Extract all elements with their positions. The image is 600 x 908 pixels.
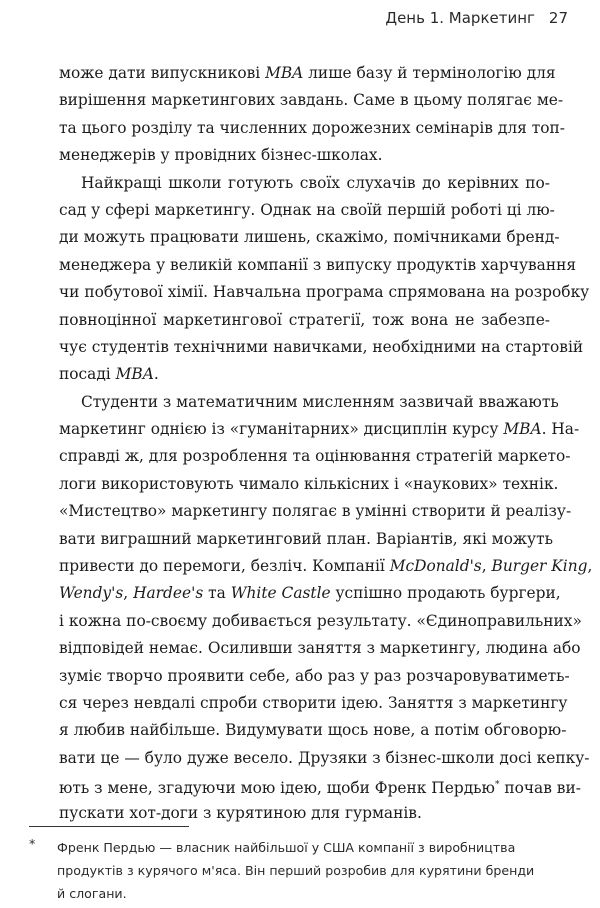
- text-line: я любив найбільше. Видумувати щось нове, а потім обговорю-: [59, 721, 567, 740]
- text-line: може дати випускникові MBA лише базу й термінологію для: [59, 64, 556, 82]
- running-header: [385, 9, 568, 27]
- text-line: менеджера у великій компанії з випуску продуктів харчування: [59, 255, 577, 274]
- text-line: менеджерів у провідних бізнес-школах.: [59, 146, 383, 165]
- footnote-line: й слогани.: [57, 886, 127, 901]
- page-number: 27: [548, 9, 568, 27]
- footnote-separator: [29, 826, 189, 827]
- footnote-marker: *: [29, 836, 36, 851]
- text-line: відповідей немає. Осиливши заняття з маркетингу, людина або: [59, 639, 581, 658]
- text-line: Студенти з математичним мисленням зазвичай вважають: [81, 392, 559, 411]
- text-line: вати це — було дуже весело. Друзяки з бізнес-школи досі кепку-: [59, 748, 590, 767]
- text-line: пускати хот-доги з курятиною для гурманів.: [59, 803, 422, 822]
- text-line: посаді MBA.: [59, 365, 159, 384]
- text-line: ди можуть працювати лишень, скажімо, помічниками бренд-: [59, 228, 560, 247]
- text-line: вати виграшний маркетинговий план. Варіантів, які можуть: [59, 529, 553, 548]
- text-line: і кожна по-своєму добивається результату. «Єдиноправильних»: [59, 611, 582, 630]
- text-line: та цього розділу та численних дорожезних семінарів для топ-: [59, 118, 565, 137]
- footnote: [29, 836, 550, 905]
- text-line: маркетинг однією із «гуманітарних» дисциплін курсу MBA. На-: [59, 420, 580, 439]
- chapter-title: День 1. Маркетинг: [385, 9, 535, 27]
- text-line: сад у сфері маркетингу. Однак на своїй першій роботі ці лю-: [59, 200, 555, 219]
- text-line: чує студентів технічними навичками, необхідними на стартовій: [59, 337, 584, 356]
- text-line: ся через невдалі спроби створити ідею. Заняття з маркетингу: [59, 693, 568, 712]
- text-line: логи використовують чимало кількісних і «наукових» технік.: [59, 474, 559, 493]
- footnote-text: [57, 836, 550, 905]
- text-line: «Мистецтво» маркетингу полягає в умінні створити й реалізу-: [59, 502, 572, 521]
- footnote-line: продуктів з курячого м'яса. Він перший розробив для курятини бренди: [57, 863, 535, 878]
- text-line: Найкращі школи готують своїх слухачів до керівних по-: [81, 173, 550, 192]
- text-line: справді ж, для розроблення та оцінювання стратегій маркето-: [59, 447, 571, 466]
- text-line: ють з мене, згадуючи мою ідею, щоби Френк Пердью* почав ви-: [59, 779, 581, 798]
- body-text: [59, 60, 593, 827]
- text-line: повноцінної маркетингової стратегії, тож вона не забезпе-: [59, 310, 550, 329]
- text-line: вирішення маркетингових завдань. Саме в цьому полягає ме-: [59, 91, 564, 110]
- text-line: зуміє творчо проявити себе, або раз у раз розчаровуватиметь-: [59, 666, 570, 685]
- text-line: привести до перемоги, безліч. Компанії McDonald's, Burger King,: [59, 557, 593, 576]
- text-line: чи побутової хімії. Навчальна програма спрямована на розробку: [59, 283, 590, 302]
- footnote-line: Френк Пердью — власник найбільшої у США компанії з виробництва: [57, 840, 516, 855]
- text-line: Wendy's, Hardee's та White Castle успішно продають бургери,: [59, 584, 561, 603]
